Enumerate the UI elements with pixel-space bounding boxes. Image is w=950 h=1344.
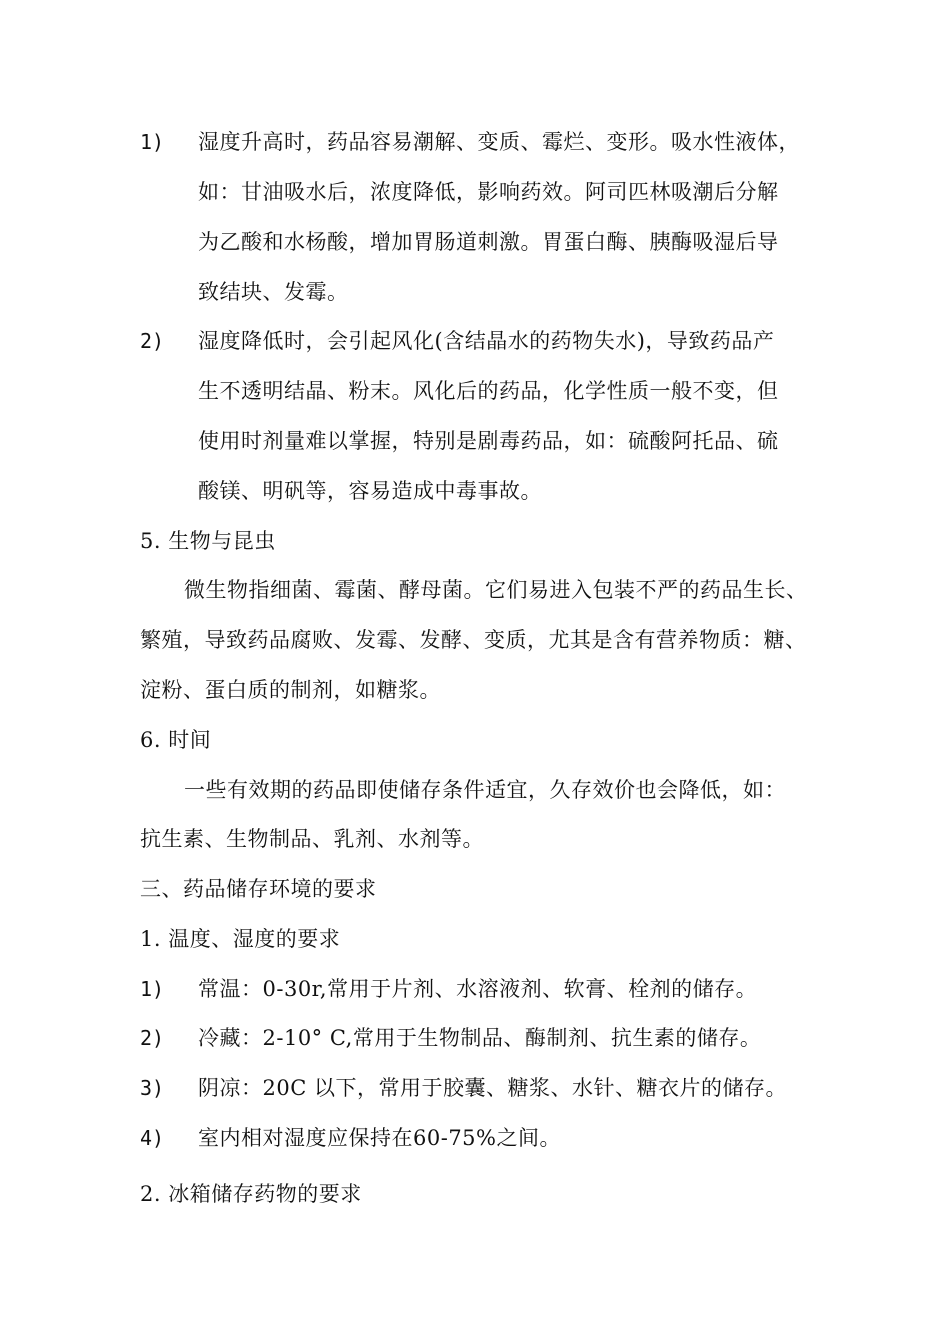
paragraph-line: 如：甘油吸水后，浓度降低，影响药效。阿司匹林吸潮后分解: [198, 180, 779, 204]
subsection-heading: 2. 冰箱储存药物的要求: [140, 1182, 362, 1206]
paragraph-line: 使用时剂量难以掌握，特别是剧毒药品，如：硫酸阿托品、硫: [198, 429, 779, 453]
paragraph-line: 为乙酸和水杨酸，增加胃肠道刺激。胃蛋白酶、胰酶吸湿后导: [198, 230, 779, 254]
list-item-text: 冷藏：2-10° C,常用于生物制品、酶制剂、抗生素的储存。: [198, 1026, 762, 1050]
list-number: 4): [140, 1126, 165, 1150]
paragraph-line: 致结块、发霉。: [198, 280, 349, 304]
list-item-text: 常温：0-30r,常用于片剂、水溶液剂、软膏、栓剂的储存。: [198, 977, 758, 1001]
list-number: 3): [140, 1076, 165, 1100]
paragraph-line: 湿度升高时，药品容易潮解、变质、霉烂、变形。吸水性液体，: [198, 130, 800, 154]
paragraph-line: 酸镁、明矾等，容易造成中毒事故。: [198, 479, 542, 503]
list-item-text: 室内相对湿度应保持在60-75%之间。: [198, 1126, 561, 1150]
section-heading: 6. 时间: [140, 728, 212, 752]
section-heading: 5. 生物与昆虫: [140, 529, 276, 553]
paragraph-line: 湿度降低时，会引起风化(含结晶水的药物失水)，导致药品产: [198, 329, 775, 353]
paragraph-line: 生不透明结晶、粉末。风化后的药品，化学性质一般不变，但: [198, 379, 779, 403]
paragraph-line: 抗生素、生物制品、乳剂、水剂等。: [140, 827, 484, 851]
chapter-heading: 三、药品储存环境的要求: [140, 877, 377, 901]
list-number: 1): [140, 130, 165, 154]
paragraph-line: 一些有效期的药品即使储存条件适宜，久存效价也会降低，如：: [184, 778, 786, 802]
subsection-heading: 1. 温度、湿度的要求: [140, 927, 341, 951]
list-number: 1): [140, 977, 165, 1001]
list-item-text: 阴凉：20C 以下，常用于胶囊、糖浆、水针、糖衣片的储存。: [198, 1076, 787, 1100]
paragraph-line: 繁殖，导致药品腐败、发霉、发酵、变质，尤其是含有营养物质：糖、: [140, 628, 807, 652]
paragraph-line: 微生物指细菌、霉菌、酵母菌。它们易进入包装不严的药品生长、: [184, 578, 808, 602]
list-number: 2): [140, 1026, 165, 1050]
list-number: 2): [140, 329, 165, 353]
paragraph-line: 淀粉、蛋白质的制剂，如糖浆。: [140, 678, 441, 702]
